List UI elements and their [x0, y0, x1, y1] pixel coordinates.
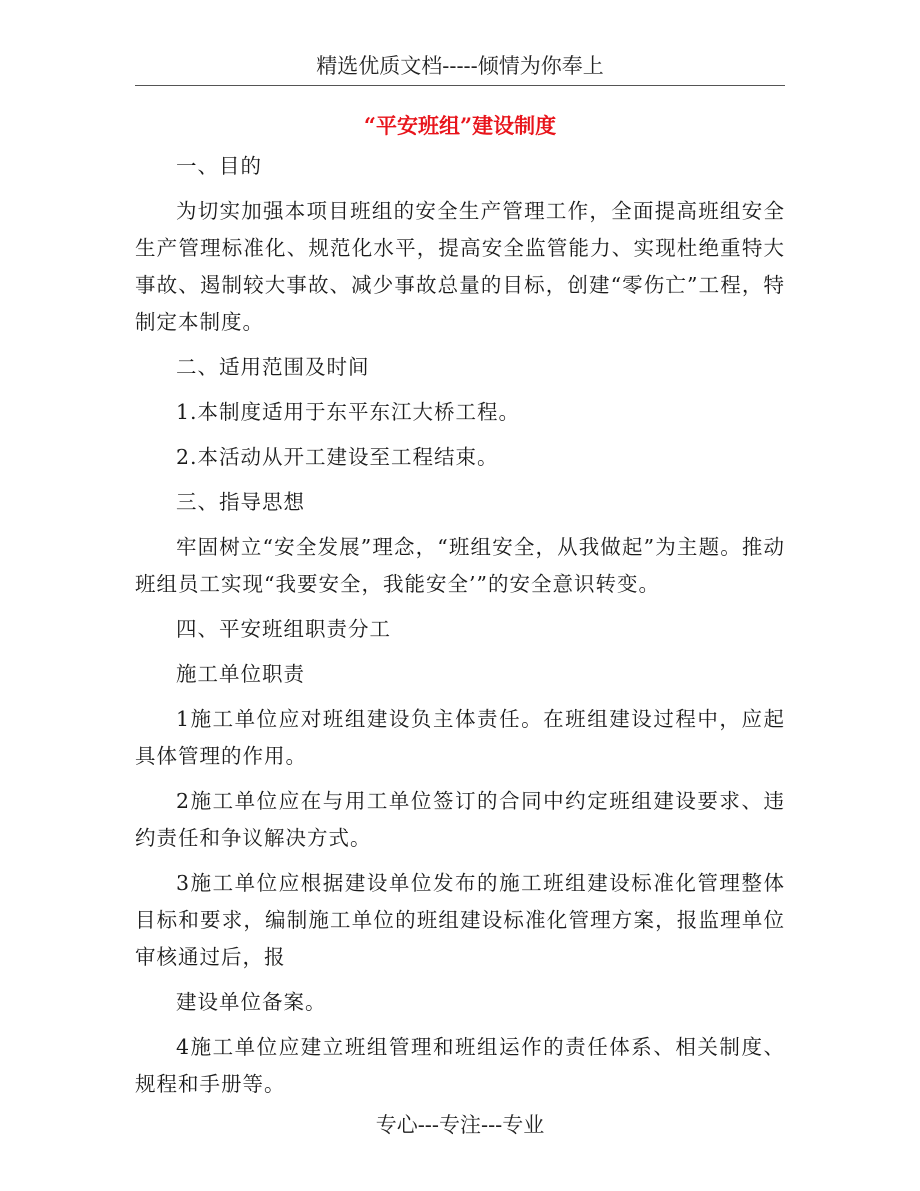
document-title: “平安班组”建设制度 [363, 113, 557, 138]
section-heading-scope: 二、适用范围及时间 [176, 355, 370, 379]
paragraph-scope-1: 1.本制度适用于东平东江大桥工程。 [176, 400, 521, 424]
paragraph-duty-3b: 建设单位备案。 [176, 990, 327, 1014]
paragraph-duty-2: 2施工单位应在与用工单位签订的合同中约定班组建设要求、违约责任和争议解决方式。 [135, 789, 785, 850]
section-heading-guiding: 三、指导思想 [176, 490, 305, 514]
header-divider [135, 85, 785, 86]
paragraph-duty-1: 1施工单位应对班组建设负主体责任。在班组建设过程中，应起具体管理的作用。 [135, 707, 785, 768]
page-header: 精选优质文档-----倾情为你奉上 [316, 54, 604, 78]
paragraph-duty-4: 4施工单位应建立班组管理和班组运作的责任体系、相关制度、规程和手册等。 [135, 1035, 785, 1096]
subheading-contractor-duties: 施工单位职责 [176, 662, 305, 686]
document-body [135, 148, 785, 1103]
paragraph-duty-3a: 3施工单位应根据建设单位发布的施工班组建设标准化管理整体目标和要求，编制施工单位的班组建设标准化管理方案，报监理单位审核通过后，报 [135, 871, 785, 969]
section-heading-duties: 四、平安班组职责分工 [176, 617, 391, 641]
section-heading-purpose: 一、目的 [176, 154, 262, 178]
page-footer: 专心---专注---专业 [375, 1113, 545, 1137]
paragraph-purpose: 为切实加强本项目班组的安全生产管理工作，全面提高班组安全生产管理标准化、规范化水平，提高安全监管能力、实现杜绝重特大事故、遏制较大事故、减少事故总量的目标，创建“零伤亡”工程，特制定本制度。 [135, 199, 785, 334]
paragraph-guiding: 牢固树立“安全发展”理念，“班组安全，从我做起”为主题。推动班组员工实现“我要安全，我能安全’”的安全意识转变。 [135, 535, 785, 596]
paragraph-scope-2: 2.本活动从开工建设至工程结束。 [176, 445, 499, 469]
